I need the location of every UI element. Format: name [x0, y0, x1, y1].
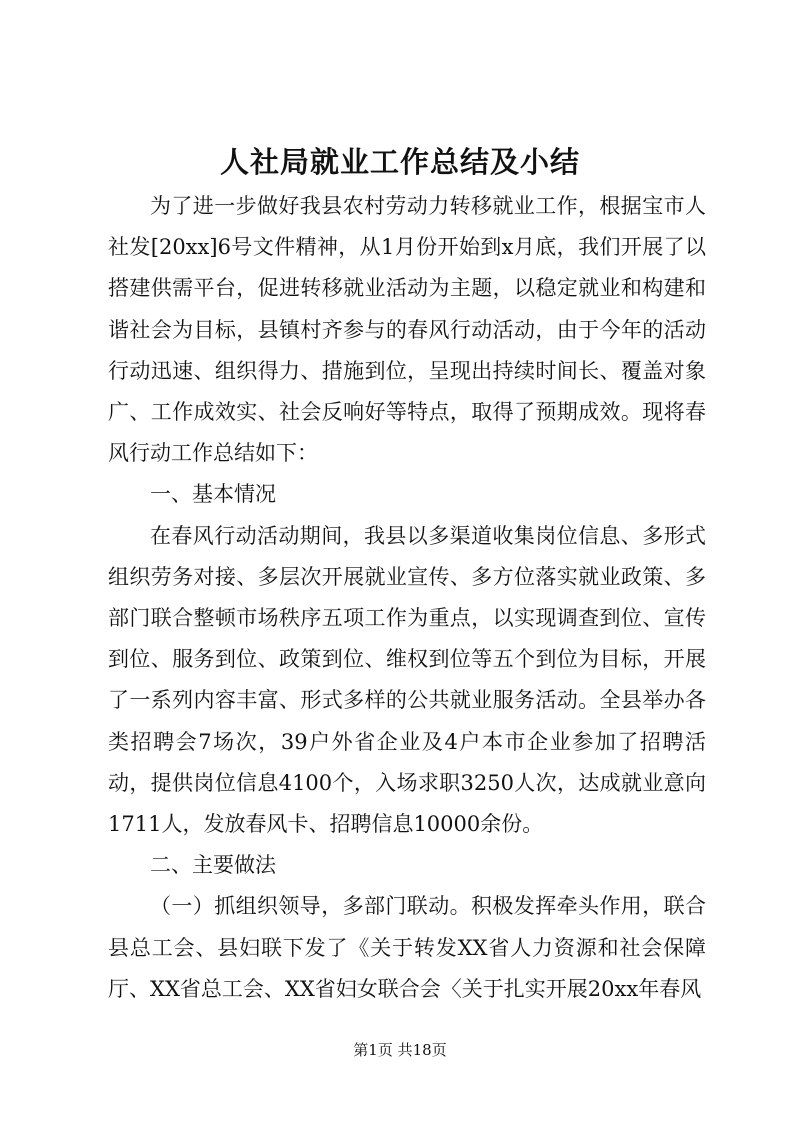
document-body — [108, 186, 706, 1010]
main-practices-paragraph: （一）抓组织领导，多部门联动。积极发挥牵头作用，联合县总工会、县妇联下发了《关于转发XX省人力资源和社会保障厅、XX省总工会、XX省妇女联合会〈关于扎实开展20xx年春风 — [108, 894, 706, 1001]
basic-situation-paragraph: 在春风行动活动期间，我县以多渠道收集岗位信息、多形式组织劳务对接、多层次开展就业宣传、多方位落实就业政策、多部门联合整顿市场秩序五项工作为重点，以实现调查到位、宣传到位、服务到位、政策到位、维权到位等五个到位为目标，开展了一系列内容丰富、形式多样的公共就业服务活动。全县举办各类招聘会7场次，39户外省企业及4户本市企业参加了招聘活动，提供岗位信息4100个，入场求职3250人次，达成就业意向1711人，发放春风卡、招聘信息10000余份。 — [108, 523, 706, 837]
page-footer: 第1页 共18页 — [353, 1041, 447, 1059]
section-heading-main-practices: 二、主要做法 — [150, 853, 276, 878]
intro-paragraph: 为了进一步做好我县农村劳动力转移就业工作，根据宝市人社发[20xx]6号文件精神，从1月份开始到x月底，我们开展了以搭建供需平台，促进转移就业活动为主题，以稳定就业和构建和谐社会为目标，县镇村齐参与的春风行动活动，由于今年的活动行动迅速、组织得力、措施到位，呈现出持续时间长、覆盖对象广、工作成效实、社会反响好等特点，取得了预期成效。现将春风行动工作总结如下： — [108, 194, 706, 466]
document-title: 人社局就业工作总结及小结 — [219, 145, 580, 179]
section-heading-basic-situation: 一、基本情况 — [150, 482, 276, 507]
